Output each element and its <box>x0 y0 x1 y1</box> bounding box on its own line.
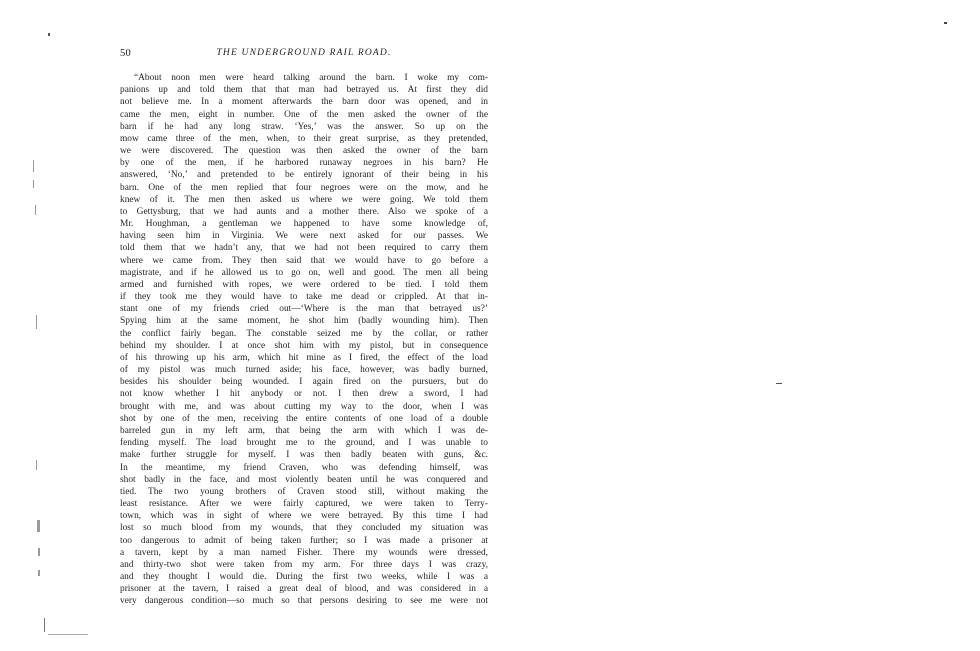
text-line: told them that we hadn’t any, that we had not been required to carry them <box>120 243 488 254</box>
text-line: and thirty-two shot were taken from my arm. For three days I was crazy, <box>120 559 488 570</box>
text-line: very dangerous condition—so much so that persons desiring to see me were not <box>120 596 488 607</box>
text-line: too dangerous to admit of being taken further; so I was made a prisoner at <box>120 535 488 546</box>
scan-speck <box>48 33 50 36</box>
text-line: least resistance. After we were fairly captured, we were taken to Terry- <box>120 499 488 510</box>
text-line: of his throwing up his arm, which hit mine as I fired, the effect of the load <box>120 352 488 363</box>
text-line: if they took me they would have to take me dead or crippled. At that in- <box>120 292 488 303</box>
scan-speck <box>48 634 88 635</box>
text-line: behind my shoulder. I at once shot him with my pistol, but in consequence <box>120 340 488 351</box>
book-page <box>120 48 488 638</box>
text-line: prisoner at the tavern, I raised a great deal of blood, and was considered in a <box>120 584 488 595</box>
page-number: 50 <box>120 48 132 59</box>
text-line: town, which was in sight of where we were betrayed. By this time I had <box>120 511 488 522</box>
scan-speck <box>35 205 36 215</box>
text-line: mow came three of the men, when, to their great surprise, as they pretended, <box>120 133 488 144</box>
scan-speck <box>38 548 40 556</box>
text-line: panions up and told them that that man had betrayed us. At first they did <box>120 85 488 96</box>
text-line: magistrate, and if he allowed us to go on, well and good. The men all being <box>120 267 488 278</box>
text-line: knew of it. The men then asked us where we were going. We told them <box>120 194 488 205</box>
text-line: “About noon men were heard talking around the barn. I woke my com- <box>134 73 488 83</box>
text-line: make further struggle for myself. I was then badly beaten with guns, &c. <box>120 450 488 461</box>
text-line: came the men, eight in number. One of the men asked the owner of the <box>120 109 488 120</box>
text-line: shot badly in the face, and most violently beaten until he was conquered and <box>120 474 488 485</box>
text-line: tied. The two young brothers of Craven stood still, without making the <box>120 486 488 497</box>
page-header <box>120 48 488 66</box>
text-line: stant one of my friends cried out—‘Where is the man that betrayed us?’ <box>120 304 488 315</box>
text-line: armed and furnished with ropes, we were ordered to be tied. I told them <box>120 279 488 290</box>
text-line: besides his shoulder being wounded. I again fired on the pursuers, but do <box>120 377 488 388</box>
text-line: brought with me, and was about cutting my way to the door, when I was <box>120 401 488 412</box>
text-line: not know whether I hit anybody or not. I then drew a sword, I had <box>120 389 488 400</box>
text-line: shot by one of the men, receiving the entire contents of one load of a double <box>120 413 488 424</box>
body-paragraph <box>120 72 488 608</box>
text-line: Spying him at the same moment, he shot him (badly wounding him). Then <box>120 316 488 327</box>
scan-speck <box>33 180 34 188</box>
text-line: and they thought I would die. During the first two weeks, while I was a <box>120 572 488 583</box>
text-line: In the meantime, my friend Craven, who was defending himself, was <box>120 462 488 473</box>
scan-speck <box>44 618 45 632</box>
text-line: fending myself. The load brought me to the ground, and I was unable to <box>120 438 488 449</box>
text-line: of my pistol was much turned aside; his face, however, was badly burned, <box>120 365 488 376</box>
running-title: THE UNDERGROUND RAIL ROAD. <box>216 48 392 58</box>
scan-speck <box>36 460 37 470</box>
text-line: barn if he had any long straw. ‘Yes,’ was the answer. So up on the <box>120 121 488 132</box>
text-line: by one of the men, if he harbored runaway negroes in his barn? He <box>120 158 488 169</box>
scan-speck <box>944 22 947 24</box>
text-line: answered, ‘No,’ and pretended to be entirely ignorant of their being in his <box>120 170 488 181</box>
text-line: we were discovered. The question was then asked the owner of the barn <box>120 146 488 157</box>
scan-speck <box>36 315 37 329</box>
text-line: barn. One of the men replied that four negroes were on the mow, and he <box>120 182 488 193</box>
scan-speck <box>776 383 782 384</box>
text-line: lost so much blood from my wounds, that they concluded my situation was <box>120 523 488 534</box>
text-line: the conflict fairly began. The constable seized me by the collar, or rather <box>120 328 488 339</box>
text-line: Mr. Houghman, a gentleman we happened to have some knowledge of, <box>120 219 488 230</box>
text-line: a tavern, kept by a man named Fisher. There my wounds were dressed, <box>120 547 488 558</box>
scan-speck <box>33 160 34 172</box>
text-line: having seen him in Virginia. We were next asked for our passes. We <box>120 231 488 242</box>
text-line: barreled gun in my left arm, that being the arm with which I was de- <box>120 425 488 436</box>
text-line: to Gettysburg, that we had aunts and a mother there. Also we spoke of a <box>120 206 488 217</box>
scan-speck <box>38 570 40 576</box>
text-line: where we came from. They then said that we would have to go before a <box>120 255 488 266</box>
text-line: not believe me. In a moment afterwards the barn door was opened, and in <box>120 97 488 108</box>
scan-speck <box>37 520 40 532</box>
